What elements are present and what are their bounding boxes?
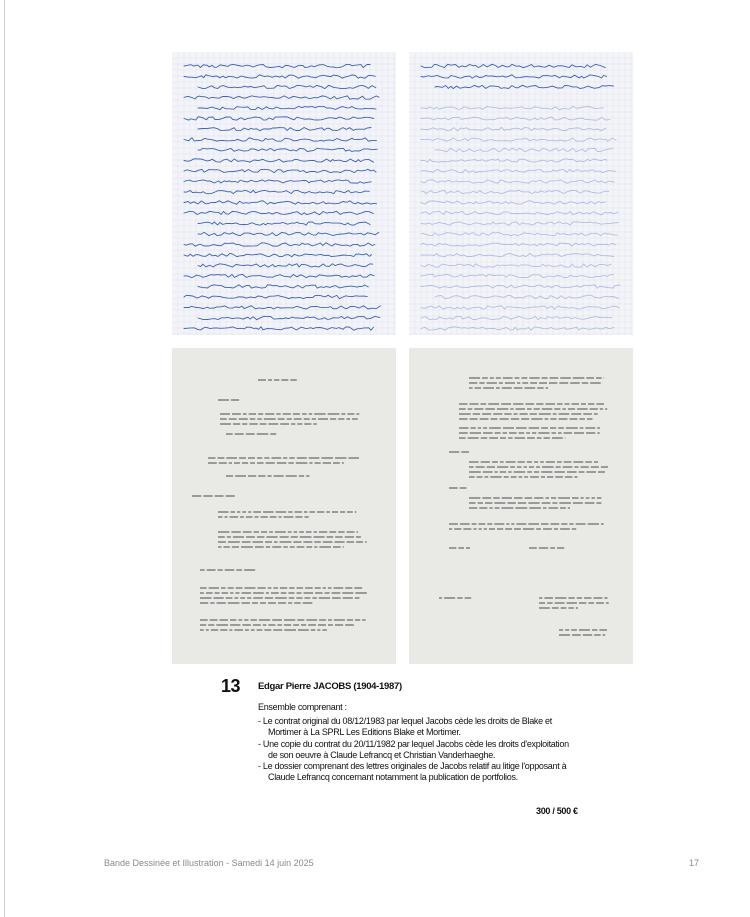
handwritten-letter-image-1 — [172, 52, 396, 335]
contract-image-1 — [172, 348, 396, 664]
lot-estimate: 300 / 500 € — [536, 806, 578, 816]
lot-description — [258, 702, 578, 783]
page-edge — [4, 0, 5, 917]
lot-intro: Ensemble comprenant : — [258, 702, 347, 712]
lot-item-1: - Le contrat original du 08/12/1983 par lequel Jacobs cède les droits de Blake et Mortimer à La SPRL Les Editions Blake et Mortimer. — [258, 716, 578, 738]
lot-title: Edgar Pierre JACOBS (1904-1987) — [258, 681, 402, 692]
lot-items-list — [258, 716, 578, 783]
footer-page-number: 17 — [689, 858, 700, 868]
lot-item-2: - Une copie du contrat du 20/11/1982 par lequel Jacobs cède les droits d'exploitation de son oeuvre à Claude Lefrancq et Christian Vanderhaeghe. — [258, 739, 578, 761]
lot-item-3: - Le dossier comprenant des lettres originales de Jacobs relatif au litige l'opposant à Claude Lefrancq concernant notamment la publication de portfolios. — [258, 761, 578, 783]
handwritten-letter-image-2 — [409, 52, 633, 335]
footer-catalog-title: Bande Dessinée et Illustration - Samedi 14 juin 2025 — [104, 858, 314, 868]
contract-image-2 — [409, 348, 633, 664]
lot-number: 13 — [221, 676, 241, 696]
